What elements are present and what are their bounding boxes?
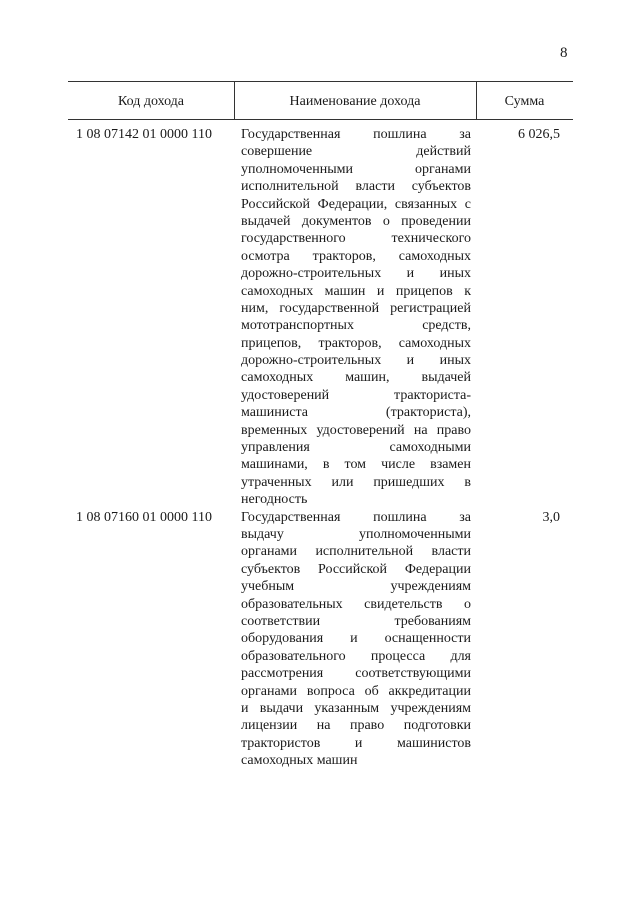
income-name-line: субъектов Российской Федерации — [241, 561, 471, 577]
income-name-line: дорожно-строительных и иных — [241, 266, 471, 282]
income-name-line: образовательного процесса для — [241, 648, 471, 664]
income-name-line: Государственная пошлина за — [241, 127, 471, 142]
income-name — [241, 126, 471, 509]
income-name-line: государственного технического — [241, 231, 471, 247]
income-name-line: управления самоходными — [241, 440, 471, 456]
income-name-line: образовательных свидетельств о — [241, 596, 471, 612]
income-name-line: исполнительной власти субъектов — [241, 179, 471, 195]
income-name-line: органами вопроса об аккредитации — [241, 683, 471, 699]
income-name-line: уполномоченными органами — [241, 161, 471, 177]
income-name-line: временных удостоверений на право — [241, 422, 471, 438]
header-name: Наименование дохода — [289, 94, 421, 109]
income-name-line: утраченных или пришедших в — [241, 474, 471, 490]
income-name-line: учебным учреждениям — [241, 579, 471, 595]
income-name-line: лицензии на право подготовки — [241, 718, 471, 734]
income-name-line: выдачей документов о проведении — [241, 213, 471, 229]
column-divider — [234, 82, 235, 119]
header-code: Код дохода — [117, 94, 185, 109]
income-name-line: удостоверений тракториста- — [241, 387, 471, 403]
income-name-line: совершение действий — [241, 144, 471, 160]
income-name-line: дорожно-строительных и иных — [241, 353, 471, 369]
page-number: 8 — [560, 45, 568, 61]
income-table — [68, 81, 573, 769]
header-sum: Сумма — [504, 94, 545, 109]
income-name-line: рассмотрения соответствующими — [241, 666, 471, 682]
income-name-line: прицепов, тракторов, самоходных — [241, 335, 471, 351]
income-name-line: выдачу уполномоченными — [241, 526, 471, 542]
income-code: 1 08 07160 01 0000 110 — [76, 509, 212, 525]
income-name-line: негодность — [241, 492, 308, 508]
income-name-line: оборудования и оснащенности — [241, 631, 471, 647]
income-name-line: трактористов и машинистов — [241, 735, 471, 751]
column-divider — [476, 82, 477, 119]
table-row — [68, 126, 573, 509]
income-name-line: машиниста (тракториста), — [241, 405, 471, 421]
income-code: 1 08 07142 01 0000 110 — [76, 127, 212, 142]
income-name-line: органами исполнительной власти — [241, 544, 471, 560]
income-name-line: осмотра тракторов, самоходных — [241, 248, 471, 264]
income-name-line: самоходных машин и прицепов к — [241, 283, 471, 299]
income-name-line: ним, государственной регистрацией — [241, 300, 471, 316]
income-sum: 6 026,5 — [518, 127, 560, 142]
income-name-line: и выдачи указанным учреждениям — [241, 700, 471, 716]
income-name-line: машинами, в том числе взамен — [241, 457, 471, 473]
table-header — [68, 82, 573, 120]
table-row — [68, 509, 573, 770]
income-name-line: самоходных машин — [241, 753, 358, 769]
income-sum: 3,0 — [542, 509, 560, 525]
income-name-line: Государственная пошлина за — [241, 509, 471, 525]
income-name-line: Российской Федерации, связанных с — [241, 196, 471, 212]
income-name — [241, 509, 471, 770]
income-name-line: мототранспортных средств, — [241, 318, 471, 334]
income-name-line: соответствии требованиям — [241, 613, 471, 629]
income-name-line: самоходных машин, выдачей — [241, 370, 471, 386]
